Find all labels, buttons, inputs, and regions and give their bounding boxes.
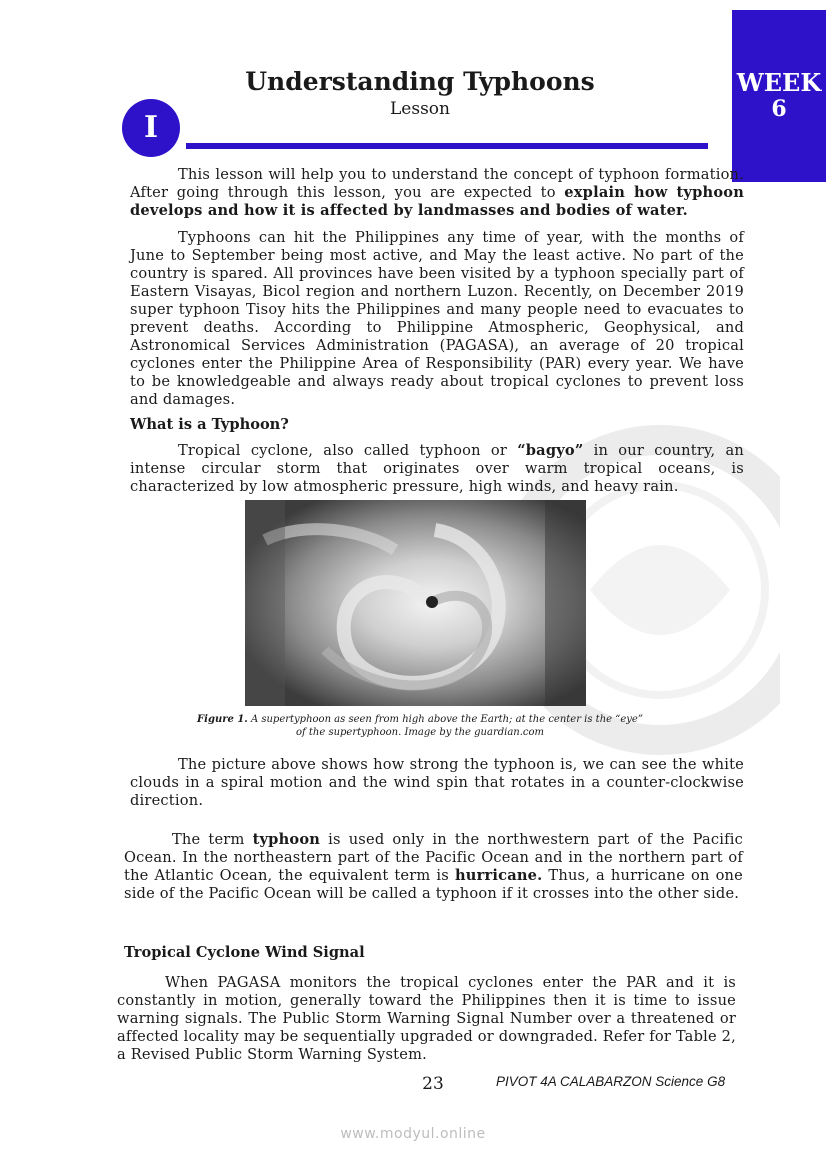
hurricane-term: hurricane.: [454, 867, 543, 884]
wind-signal-paragraph: [117, 974, 736, 1064]
page-title: Understanding Typhoons: [245, 67, 595, 96]
figure-label: Figure 1.: [197, 714, 248, 725]
figure-caption-line1: A supertyphoon as seen from high above the Earth; at the center is the “eye”: [247, 714, 643, 725]
website-watermark: www.modyul.online: [340, 1126, 486, 1142]
intro-objective: explain how typhoon develops and how it is affected by landmasses and bodies of water.: [130, 184, 745, 219]
bagyo-term: “bagyo”: [517, 442, 584, 459]
intro-paragraph: [130, 166, 744, 220]
section-heading-wind-signal: Tropical Cyclone Wind Signal: [124, 944, 365, 961]
typhoon-season-paragraph: [130, 229, 744, 409]
figure-caption-line2: of the supertyphoon. Image by the guardian.com: [295, 727, 545, 738]
figure-description-text: The picture above shows how strong the typhoon is, we can see the white clouds in a spiral motion and the wind spin that rotates in a counter-clockwise direction.: [130, 756, 744, 809]
title-divider: [186, 143, 708, 149]
figure-caption: [160, 713, 680, 726]
definition-text-after: in our country, an intense circular storm that originates over warm tropical oceans, is characterized by low atmospheric pressure, high winds, and heavy rain.: [130, 442, 745, 495]
intro-text: This lesson will help you to understand the concept of typhoon formation. After going through this lesson, you are expected to: [130, 166, 744, 201]
section-heading-what-is-typhoon: What is a Typhoon?: [130, 416, 289, 433]
week-tab: [732, 10, 826, 182]
term-text-1: The term: [172, 831, 253, 848]
typhoon-season-text: Typhoons can hit the Philippines any time of year, with the months of June to September being most active, and May the least active. No part of the country is spared. All provinces have been visited by a typhoon specially part of Eastern Visayas, Bicol region and northern Luzon. Recently, on December 2019 super typhoon Tisoy hits the Philippines and many people need to evacuates to prevent deaths. According to Philippine Atmospheric, Geophysical, and Astronomical Services Administration (PAGASA), an average of 20 tropical cyclones enter the Philippine Area of Responsibility (PAR) every year. We have to be knowledgeable and always ready about tropical cyclones to prevent loss and damages.: [130, 229, 744, 408]
wind-signal-text: When PAGASA monitors the tropical cyclones enter the PAR and it is constantly in motion, generally toward the Philippines then it is time to issue warning signals. The Public Storm Warning Signal Number over a threatened or affected locality may be sequentially upgraded or downgraded. Refer for Table 2, a Revised Public Storm Warning System.: [117, 974, 736, 1063]
term-paragraph: [124, 831, 743, 903]
term-text-3: Thus, a hurricane on one side of the Pacific Ocean will be called a typhoon if it crosses into the other side.: [124, 867, 743, 902]
term-text-2: is used only in the northwestern part of the Pacific Ocean. In the northeastern part of the Pacific Ocean and in the northern part of the Atlantic Ocean, the equivalent term is: [124, 831, 743, 884]
typhoon-satellite-image: [245, 500, 586, 706]
footer-title: PIVOT 4A CALABARZON Science G8: [496, 1074, 726, 1089]
page-number: 23: [422, 1074, 444, 1094]
definition-text-before: Tropical cyclone, also called typhoon or: [178, 442, 518, 459]
section-badge: I: [122, 99, 180, 157]
typhoon-eye: [426, 596, 438, 608]
typhoon-term: typhoon: [252, 831, 321, 848]
week-number: 6: [771, 96, 787, 122]
week-label: WEEK: [736, 68, 822, 97]
figure-description-paragraph: [130, 756, 744, 810]
definition-paragraph: [130, 442, 744, 496]
page-subtitle: Lesson: [390, 99, 450, 119]
